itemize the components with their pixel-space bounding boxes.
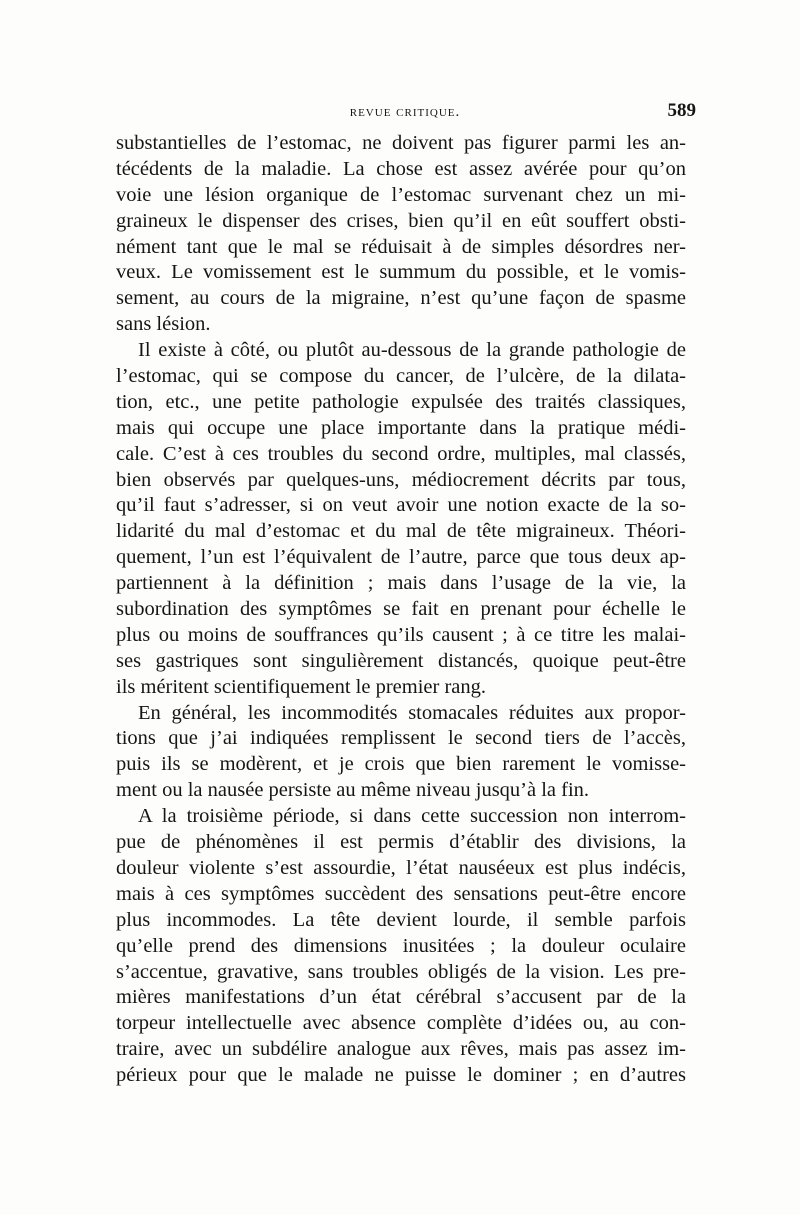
text-line: A la troisième période, si dans cette succession non interrom- xyxy=(138,805,686,828)
text-line: tions que j’ai indiquées remplissent le second tiers de l’accès, xyxy=(116,727,686,750)
text-line: l’estomac, qui se compose du cancer, de l’ulcère, de la dilata- xyxy=(116,365,686,388)
text-line: En général, les incommodités stomacales réduites aux propor- xyxy=(138,701,686,724)
text-line: ment ou la nausée persiste au même niveau jusqu’à la fin. xyxy=(116,779,590,802)
running-head xyxy=(110,100,700,130)
text-line: périeux pour que le malade ne puisse le dominer ; en d’autres xyxy=(116,1064,686,1087)
text-line: pue de phénomènes il est permis d’établir des divisions, la xyxy=(116,831,686,854)
text-line: bien observés par quelques-uns, médiocrement décrits par tous, xyxy=(116,468,686,491)
text-line: Il existe à côté, ou plutôt au-dessous de la grande pathologie de xyxy=(138,339,686,362)
text-line: plus incommodes. La tête devient lourde, il semble parfois xyxy=(116,908,686,931)
text-line: ses gastriques sont singulièrement distancés, quoique peut-être xyxy=(116,649,686,672)
running-title: revue critique. xyxy=(349,104,461,120)
text-line: qu’elle prend des dimensions inusitées ; la douleur oculaire xyxy=(116,934,686,957)
text-line: nément tant que le mal se réduisait à de simples désordres ner- xyxy=(116,235,686,258)
text-line: cale. C’est à ces troubles du second ordre, multiples, mal classés, xyxy=(116,442,686,465)
text-line: subordination des symptômes se fait en prenant pour échelle le xyxy=(116,598,686,621)
text-line: mais à ces symptômes succèdent des sensations peut-être encore xyxy=(116,882,686,905)
text-line: mières manifestations d’un état cérébral s’accusent par de la xyxy=(116,986,686,1009)
text-line: partiennent à la définition ; mais dans l’usage de la vie, la xyxy=(116,572,686,595)
text-line: douleur violente s’est assourdie, l’état nauséeux est plus indécis, xyxy=(116,856,686,879)
text-line: sans lésion. xyxy=(116,313,211,336)
text-line: puis ils se modèrent, et je crois que bien rarement le vomisse- xyxy=(116,753,686,776)
text-line: mais qui occupe une place importante dans la pratique médi- xyxy=(116,416,686,439)
text-line: qu’il faut s’adresser, si on veut avoir une notion exacte de la so- xyxy=(116,494,686,517)
body-text xyxy=(116,131,686,1089)
text-line: tion, etc., une petite pathologie expulsée des traités classiques, xyxy=(116,390,686,413)
text-line: graineux le dispenser des crises, bien qu’il en eût souffert obsti- xyxy=(116,209,686,232)
text-line: ils méritent scientifiquement le premier rang. xyxy=(116,675,487,698)
text-line: sement, au cours de la migraine, n’est qu’une façon de spasme xyxy=(116,287,686,310)
text-line: substantielles de l’estomac, ne doivent pas figurer parmi les an- xyxy=(116,132,686,154)
text-line: quement, l’un est l’équivalent de l’autre, parce que tous deux ap- xyxy=(116,546,686,569)
text-line: lidarité du mal d’estomac et du mal de tête migraineux. Théori- xyxy=(116,520,686,543)
text-line: técédents de la maladie. La chose est assez avérée pour qu’on xyxy=(116,157,686,180)
text-line: voie une lésion organique de l’estomac survenant chez un mi- xyxy=(116,183,686,206)
text-line: veux. Le vomissement est le summum du possible, et le vomis- xyxy=(116,261,686,284)
text-line: s’accentue, gravative, sans troubles obligés de la vision. Les pre- xyxy=(116,960,686,983)
text-line: plus ou moins de souffrances qu’ils causent ; à ce titre les malai- xyxy=(116,623,686,646)
page-number: 589 xyxy=(667,100,696,121)
text-line: traire, avec un subdélire analogue aux rêves, mais pas assez im- xyxy=(116,1038,686,1061)
text-line: torpeur intellectuelle avec absence complète d’idées ou, au con- xyxy=(116,1012,686,1035)
